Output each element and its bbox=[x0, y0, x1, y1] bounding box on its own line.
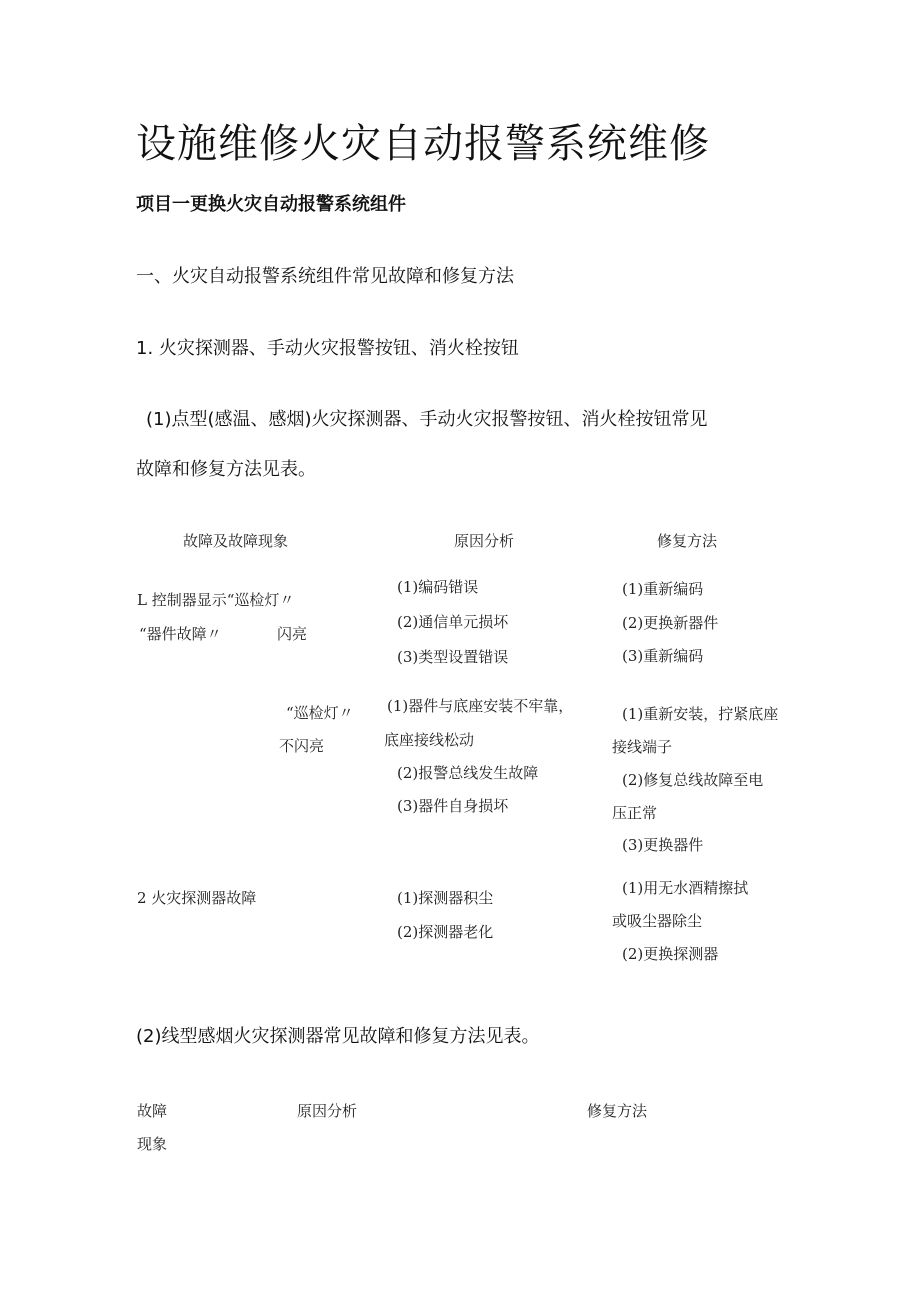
row-1-fix-1: (1)重新编码 bbox=[622, 580, 704, 598]
row-2-cause-3: (2)报警总线发生故障 bbox=[397, 764, 539, 782]
row-2-fix-1: (1)重新安装，拧紧底座 bbox=[622, 705, 779, 723]
table-2-header-fault: 故障 bbox=[137, 1102, 168, 1120]
subsection-heading: 1. 火灾探测器、手动火灾报警按钮、消火栓按钮 bbox=[136, 338, 519, 359]
table-1-header-fix: 修复方法 bbox=[657, 532, 718, 550]
table-1-header-symptom: 故障及故障现象 bbox=[183, 532, 289, 550]
row-1-symptom-line-3: 闪亮 bbox=[277, 625, 308, 643]
row-2-fix-4: 压正常 bbox=[612, 804, 658, 822]
row-1-cause-2: (2)通信单元损坏 bbox=[397, 613, 509, 631]
row-3-fix-1: (1)用无水酒精擦拭 bbox=[622, 879, 749, 897]
row-1-fix-3: (3)重新编码 bbox=[622, 647, 704, 665]
row-1-symptom-line-2: “器件故障〃 bbox=[139, 625, 222, 643]
row-1-cause-1: (1)编码错误 bbox=[397, 578, 479, 596]
row-2-cause-2: 底座接线松动 bbox=[384, 731, 475, 749]
page-title: 设施维修火灾自动报警系统维修 bbox=[136, 121, 710, 167]
row-1-fix-2: (2)更换新器件 bbox=[622, 614, 719, 632]
paragraph-1-line-2: 故障和修复方法见表。 bbox=[136, 459, 316, 480]
row-3-cause-2: (2)探测器老化 bbox=[397, 923, 494, 941]
paragraph-1-line-1: (1)点型(感温、感烟)火灾探测器、手动火灾报警按钮、消火栓按钮常见 bbox=[146, 409, 708, 430]
table-1-header-cause: 原因分析 bbox=[454, 532, 515, 550]
table-2-header-cause: 原因分析 bbox=[297, 1102, 358, 1120]
paragraph-2: (2)线型感烟火灾探测器常见故障和修复方法见表。 bbox=[136, 1026, 540, 1047]
row-2-fix-3: (2)修复总线故障至电 bbox=[622, 771, 764, 789]
row-2-cause-1: (1)器件与底座安装不牢靠， bbox=[387, 697, 574, 715]
section-heading: 一、火灾自动报警系统组件常见故障和修复方法 bbox=[136, 266, 514, 287]
project-heading: 项目一更换火灾自动报警系统组件 bbox=[136, 194, 406, 215]
row-3-symptom-line-1: 2 火灾探测器故障 bbox=[137, 889, 257, 907]
row-3-fix-2: 或吸尘器除尘 bbox=[612, 912, 703, 930]
row-2-fix-2: 接线端子 bbox=[612, 738, 673, 756]
table-2-header-fix: 修复方法 bbox=[587, 1102, 648, 1120]
table-2-header-phenomenon: 现象 bbox=[137, 1135, 168, 1153]
row-2-symptom-line-2: 不闪亮 bbox=[279, 737, 325, 755]
row-1-symptom-line-1: L 控制器显示“巡检灯〃 bbox=[137, 591, 295, 609]
row-2-fix-5: (3)更换器件 bbox=[622, 836, 704, 854]
row-3-cause-1: (1)探测器积尘 bbox=[397, 889, 494, 907]
row-1-cause-3: (3)类型设置错误 bbox=[397, 648, 509, 666]
row-2-cause-4: (3)器件自身损坏 bbox=[397, 797, 509, 815]
row-3-fix-3: (2)更换探测器 bbox=[622, 945, 719, 963]
row-2-symptom-line-1: “巡检灯〃 bbox=[286, 704, 354, 722]
